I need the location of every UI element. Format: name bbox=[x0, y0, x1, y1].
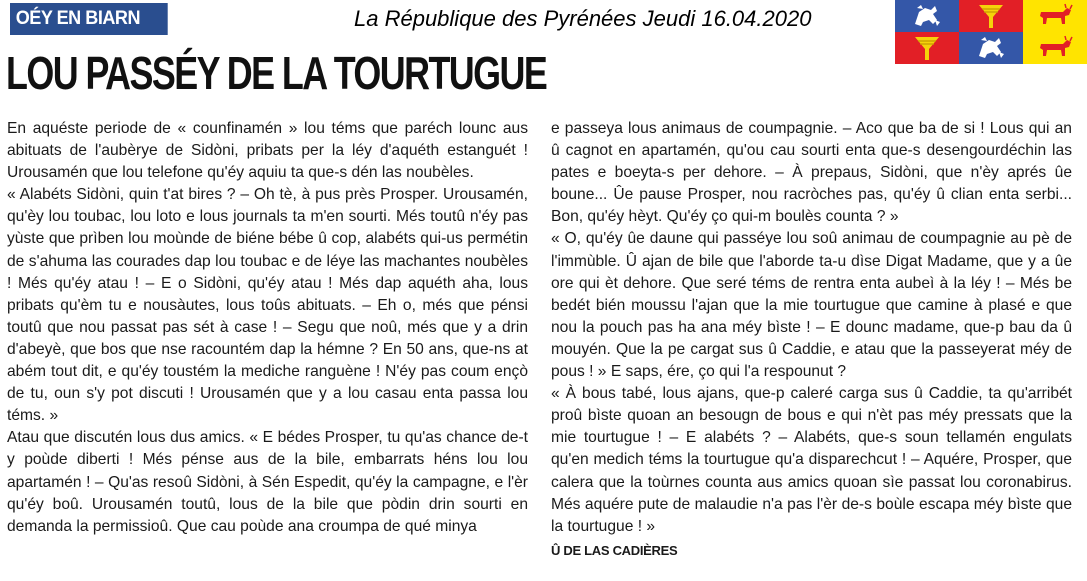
article-byline: Û DE LAS CADIÈRES bbox=[551, 542, 678, 558]
cow-icon bbox=[1023, 0, 1087, 32]
article-paragraph: « À bous tabé, lous ajans, que-p caleré carga sus û Caddie, ta qu'arribét proû bìste quoan an besougn de bous e qui n'èt pas méy pressats que la mie tourtugue ! – E alabéts ? – Alabéts, que-s soun tellamén engulats qu'en medich téms la tourtugue qu'a disparechcut ! – Aquére, Prosper, que calera que la toùrnes counta aus amics quoan sìe passat lou coronabirus. Més aquére pute de malaudie n'a pas l'èr de-s boùle escapa méy bìste que la tourtugue ! » bbox=[551, 385, 1072, 535]
section-rubric: OÉY EN BIARN bbox=[10, 3, 168, 35]
article-column-right bbox=[551, 118, 1072, 562]
article-paragraph: Atau que discutén lous dus amics. « E bédes Prosper, tu qu'as chance de-t y poùde diberti ! Més pénse aus de la bile, embarrats héns lou lou apartamén ! – Qu'as resoû Sidòni, à Sén Espedit, qu'éy la campagne, e l'èr qu'éy boû. Urousamén toutû, lous de la bile que pòdin drin sourti en demanda la permissioû. Que cau poùde ana croumpa de qué minya bbox=[7, 429, 528, 535]
article-headline: LOU PASSÉY DE LA TOURTUGUE bbox=[6, 47, 547, 99]
article-paragraph: « Alabéts Sidòni, quin t'at bires ? – Oh tè, à pus près Prosper. Urousamén, qu'èy lou toubac, lou loto e lous journals ta m'en sourti. Més toutû n'éy pas yùste que prìben lou moùnde de biéne bébe û cop, alabéts qui-us permétin de s'ahuma las courades dap lou toubac e de léye las machantes noubèles ! Més qu'éy atau ! – E o Sidòni, qu'éy atau ! Més dap aquéth aha, lous pribats qu'èm tu e nousàutes, lous toûs abituats. – Eh o, més que pénsi toutû que nou passat pas sét à case ! – Segu que noû, més que y a drin d'abeyè, que bos que nse racountém dap la hémne ? En 50 ans, que-ns at abém tout dit, e qu'éy toustém la mediche ranguène ! N'éy pas coum ençò de tu, oun s'y pot discuti ! Urousamén que y a lou casau enta passa lou téms. » bbox=[7, 186, 528, 425]
article-paragraph: En aquéste periode de « counfinamén » lou téms que paréch lounc aus abituats de l'aubèrye de Sidòni, pribats per la léy d'aquéth estanguét ! Urousamén que lou telefone qu'éy aquiu ta que-s dén las noubèles. bbox=[7, 120, 528, 182]
article-paragraph: e passeya lous animaus de coumpagnie. – Aco que ba de si ! Lous qui an û cagnot en apartamén, qu'ou cau sourti enta que-s desengourdéchin las pates e boeyta-s per dehore. – À prepaus, Sidòni, que n'èy aprés ûe boune... Ûe pause Prosper, nou racròches pas, qu'éy û clian enta serbi... Bon, qu'éy hèyt. Qu'éy ço qui-m boulès counta ? » bbox=[551, 120, 1072, 226]
lion-icon bbox=[895, 0, 959, 32]
article-paragraph: « O, qu'éy ûe daune qui passéye lou soû animau de coumpagnie au pè de l'immùble. Û ajan de bile que l'aborde ta-u dìse Digat Madame, que y a ûe ore qui èt dehore. Que seré téms de rentra enta aubeì à la léy ! – Més be bedét bién moussu l'ajan que la mie tourtugue que camine à plasé e que nou la pouch pas ha ana méy bìste ! – E dounc madame, que-p bau da û mouyén. Que la pe cargat sus û Caddie, e atau que la passeyerat méy de pous ! » E saps, ére, ço qui l'a respounut ? bbox=[551, 230, 1072, 381]
cow-icon bbox=[1023, 32, 1087, 64]
bearn-bigorre-flag bbox=[895, 0, 1087, 64]
lion-icon bbox=[959, 32, 1023, 64]
wheat-sheaf-icon bbox=[959, 0, 1023, 32]
wheat-sheaf-icon bbox=[895, 32, 959, 64]
article-column-left bbox=[7, 118, 528, 538]
masthead: La République des Pyrénées Jeudi 16.04.2020 bbox=[354, 6, 812, 31]
